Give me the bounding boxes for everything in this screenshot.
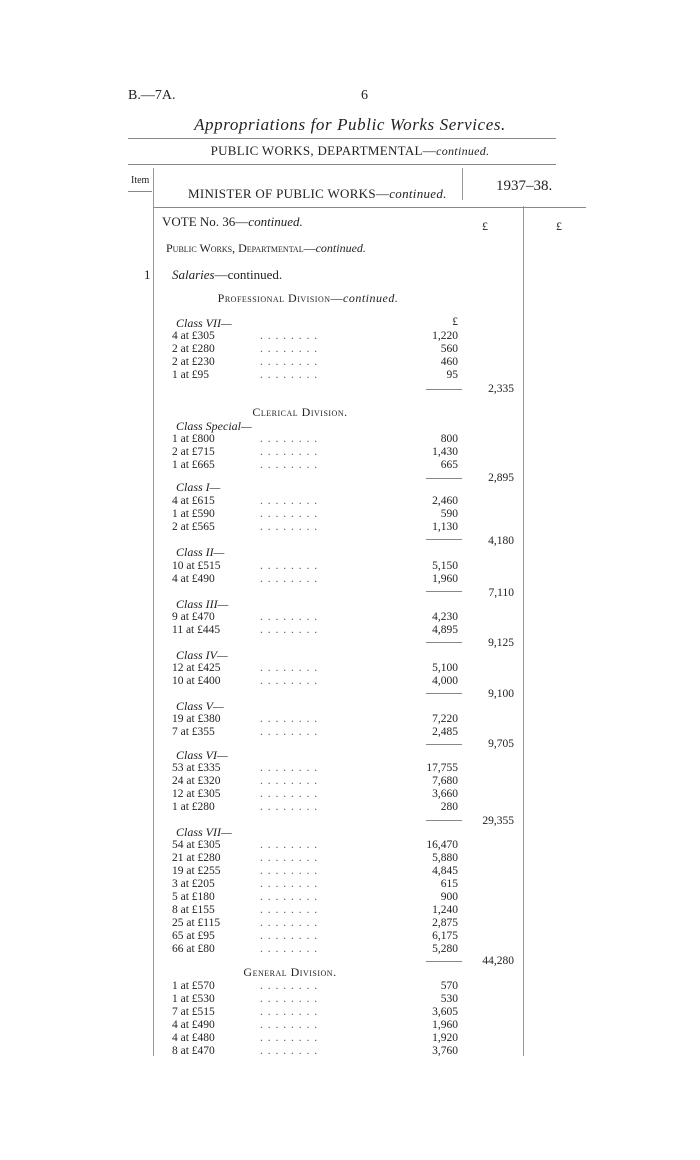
salary-quantity: 24 at £320	[172, 775, 221, 787]
salary-row	[172, 1032, 458, 1046]
subtotal-rule	[426, 539, 462, 540]
salary-row	[172, 573, 458, 587]
salary-amount: 560	[440, 343, 458, 355]
leader-dots: . . . . . . . .	[260, 775, 319, 787]
salary-amount: 570	[440, 980, 458, 992]
salary-row	[172, 1006, 458, 1020]
document-reference: B.—7A.	[128, 88, 176, 103]
leader-dots: . . . . . . . .	[260, 343, 319, 355]
class-label: Class III—	[176, 597, 229, 611]
leader-dots: . . . . . . . .	[260, 878, 319, 890]
leader-dots: . . . . . . . .	[260, 788, 319, 800]
salary-row	[172, 726, 458, 740]
salary-amount: 1,960	[432, 573, 458, 585]
salary-amount: 7,220	[432, 713, 458, 725]
salary-amount: 5,280	[432, 943, 458, 955]
leader-dots: . . . . . . . .	[260, 521, 319, 533]
salary-quantity: 9 at £470	[172, 611, 215, 623]
salary-amount: 615	[440, 878, 458, 890]
salary-quantity: 19 at £255	[172, 865, 221, 877]
salary-quantity: 4 at £305	[172, 330, 215, 342]
subtitle-continued: continued.	[436, 144, 490, 158]
salary-row	[172, 917, 458, 931]
salary-row	[172, 930, 458, 944]
salary-row	[172, 1045, 458, 1059]
salary-row	[172, 762, 458, 776]
vote-header-divider	[462, 168, 463, 200]
minister-heading	[188, 186, 447, 202]
salary-quantity: 4 at £490	[172, 573, 215, 585]
subtotal-rule	[426, 389, 462, 390]
class-label: Class VII—	[176, 825, 232, 839]
salary-amount: 4,000	[432, 675, 458, 687]
salary-row	[172, 459, 458, 473]
item-header-rule	[128, 191, 152, 192]
salary-quantity: 8 at £155	[172, 904, 215, 916]
vote-heading-main: VOTE No. 36—	[162, 214, 249, 229]
subtotal-rule	[426, 478, 462, 479]
subtotal-rule	[426, 591, 462, 592]
leader-dots: . . . . . . . .	[260, 852, 319, 864]
salary-amount: 6,175	[432, 930, 458, 942]
pound-symbol: £	[452, 316, 458, 328]
salary-row	[172, 993, 458, 1007]
class-label: Class IV—	[176, 648, 228, 662]
leader-dots: . . . . . . . .	[260, 762, 319, 774]
salary-quantity: 1 at £280	[172, 801, 215, 813]
amount-column-divider	[523, 206, 524, 1056]
leader-dots: . . . . . . . .	[260, 611, 319, 623]
salary-row	[172, 369, 458, 383]
salary-row	[172, 943, 458, 957]
salary-quantity: 2 at £230	[172, 356, 215, 368]
salary-amount: 530	[440, 993, 458, 1005]
salary-row	[172, 433, 458, 447]
salary-amount: 17,755	[426, 762, 458, 774]
leader-dots: . . . . . . . .	[260, 839, 319, 851]
class-total: 9,125	[488, 637, 514, 649]
page-number: 6	[361, 88, 368, 103]
leader-dots: . . . . . . . .	[260, 904, 319, 916]
salary-amount: 3,760	[432, 1045, 458, 1057]
salary-row	[172, 343, 458, 357]
salary-quantity: 66 at £80	[172, 943, 215, 955]
salary-amount: 1,960	[432, 1019, 458, 1031]
salary-row	[172, 904, 458, 918]
class-label: Class I—	[176, 480, 221, 494]
subtotal-rule	[426, 744, 462, 745]
salary-amount: 2,875	[432, 917, 458, 929]
vote-heading-continued: continued.	[248, 214, 303, 229]
salary-row	[172, 560, 458, 574]
salary-row	[172, 713, 458, 727]
salary-quantity: 4 at £615	[172, 495, 215, 507]
salary-quantity: 2 at £715	[172, 446, 215, 458]
salary-quantity: 25 at £115	[172, 917, 221, 929]
class-label: Class II—	[176, 545, 225, 559]
leader-dots: . . . . . . . .	[260, 1006, 319, 1018]
subtotal-rule	[426, 642, 462, 643]
leader-dots: . . . . . . . .	[260, 993, 319, 1005]
salary-quantity: 4 at £480	[172, 1032, 215, 1044]
salary-amount: 5,150	[432, 560, 458, 572]
salary-quantity: 2 at £280	[172, 343, 215, 355]
salary-quantity: 1 at £95	[172, 369, 210, 381]
vote-header-rule	[154, 207, 462, 208]
salary-row	[172, 1019, 458, 1033]
class-label: Class VI—	[176, 748, 228, 762]
leader-dots: . . . . . . . .	[260, 675, 319, 687]
class-total: 7,110	[488, 587, 514, 599]
title-rule	[128, 138, 556, 139]
salaries-heading	[172, 267, 282, 283]
salary-amount: 5,880	[432, 852, 458, 864]
leader-dots: . . . . . . . .	[260, 917, 319, 929]
salary-row	[172, 611, 458, 625]
salary-quantity: 21 at £280	[172, 852, 221, 864]
leader-dots: . . . . . . . .	[260, 801, 319, 813]
salary-quantity: 3 at £205	[172, 878, 215, 890]
salary-quantity: 1 at £530	[172, 993, 215, 1005]
class-total: 2,335	[488, 383, 514, 395]
salary-row	[172, 775, 458, 789]
salary-amount: 1,130	[432, 521, 458, 533]
salary-row	[172, 624, 458, 638]
salary-quantity: 7 at £515	[172, 1006, 215, 1018]
leader-dots: . . . . . . . .	[260, 891, 319, 903]
salary-quantity: 19 at £380	[172, 713, 221, 725]
class-total: 9,705	[488, 738, 514, 750]
leader-dots: . . . . . . . .	[260, 930, 319, 942]
salary-amount: 4,895	[432, 624, 458, 636]
salary-amount: 800	[440, 433, 458, 445]
pound-column-header-2: £	[556, 219, 562, 233]
salary-quantity: 7 at £355	[172, 726, 215, 738]
year-column-header: 1937–38.	[496, 178, 553, 194]
leader-dots: . . . . . . . .	[260, 573, 319, 585]
item-column-header: Item	[131, 175, 150, 186]
salary-amount: 4,845	[432, 865, 458, 877]
leader-dots: . . . . . . . .	[260, 980, 319, 992]
salary-row	[172, 801, 458, 815]
salary-row	[172, 330, 458, 344]
salary-amount: 3,605	[432, 1006, 458, 1018]
salary-amount: 95	[446, 369, 458, 381]
subtotal-rule	[426, 961, 462, 962]
leader-dots: . . . . . . . .	[260, 433, 319, 445]
salary-amount: 2,485	[432, 726, 458, 738]
salary-quantity: 53 at £335	[172, 762, 221, 774]
salaries-label: Salaries	[172, 267, 215, 282]
leader-dots: . . . . . . . .	[260, 943, 319, 955]
item-number: 1	[144, 267, 151, 282]
leader-dots: . . . . . . . .	[260, 726, 319, 738]
salary-amount: 460	[440, 356, 458, 368]
page-title: Appropriations for Public Works Services.	[194, 115, 506, 134]
salary-amount: 1,920	[432, 1032, 458, 1044]
leader-dots: . . . . . . . .	[260, 560, 319, 572]
salary-amount: 16,470	[426, 839, 458, 851]
class-total: 29,355	[482, 815, 514, 827]
leader-dots: . . . . . . . .	[260, 369, 319, 381]
salary-amount: 2,460	[432, 495, 458, 507]
leader-dots: . . . . . . . .	[260, 1019, 319, 1031]
salaries-continued: —continued.	[214, 267, 283, 282]
salary-quantity: 1 at £800	[172, 433, 215, 445]
subtotal-rule	[426, 693, 462, 694]
salary-amount: 665	[440, 459, 458, 471]
salary-row	[172, 852, 458, 866]
class-total: 9,100	[488, 688, 514, 700]
class-label: Class VII—	[176, 316, 232, 330]
leader-dots: . . . . . . . .	[260, 356, 319, 368]
salary-row	[172, 865, 458, 879]
salary-amount: 590	[440, 508, 458, 520]
salary-quantity: 1 at £665	[172, 459, 215, 471]
salary-quantity: 1 at £570	[172, 980, 215, 992]
professional-division-heading	[8, 291, 608, 306]
subtitle-main: PUBLIC WORKS, DEPARTMENTAL—	[210, 143, 437, 158]
professional-division-title: Professional Division—	[217, 291, 343, 305]
salary-quantity: 54 at £305	[172, 839, 221, 851]
leader-dots: . . . . . . . .	[260, 662, 319, 674]
salary-quantity: 12 at £425	[172, 662, 221, 674]
salary-quantity: 1 at £590	[172, 508, 215, 520]
salary-quantity: 2 at £565	[172, 521, 215, 533]
salary-quantity: 10 at £515	[172, 560, 221, 572]
class-label: Class Special—	[176, 419, 252, 433]
leader-dots: . . . . . . . .	[260, 1032, 319, 1044]
salary-quantity: 4 at £490	[172, 1019, 215, 1031]
salary-row	[172, 980, 458, 994]
salary-amount: 7,680	[432, 775, 458, 787]
salary-amount: 5,100	[432, 662, 458, 674]
class-label: Class V—	[176, 699, 224, 713]
salary-amount: 900	[440, 891, 458, 903]
salary-row	[172, 662, 458, 676]
salary-row	[172, 446, 458, 460]
salary-amount: 4,230	[432, 611, 458, 623]
general-division-heading: General Division.	[243, 965, 337, 979]
leader-dots: . . . . . . . .	[260, 459, 319, 471]
class-total: 4,180	[488, 535, 514, 547]
salary-row	[172, 521, 458, 535]
salary-row	[172, 788, 458, 802]
salary-row	[172, 839, 458, 853]
department-heading-main: Public Works, Departmental—	[166, 241, 316, 255]
vote-heading	[162, 214, 303, 230]
salary-quantity: 12 at £305	[172, 788, 221, 800]
leader-dots: . . . . . . . .	[260, 446, 319, 458]
salary-row	[172, 891, 458, 905]
salary-quantity: 11 at £445	[172, 624, 221, 636]
minister-heading-continued: continued.	[389, 186, 447, 201]
salary-row	[172, 495, 458, 509]
leader-dots: . . . . . . . .	[260, 865, 319, 877]
salary-row	[172, 675, 458, 689]
leader-dots: . . . . . . . .	[260, 1045, 319, 1057]
salary-amount: 1,220	[432, 330, 458, 342]
salary-amount: 1,430	[432, 446, 458, 458]
leader-dots: . . . . . . . .	[260, 508, 319, 520]
department-heading	[166, 241, 366, 256]
salary-quantity: 10 at £400	[172, 675, 221, 687]
salary-amount: 1,240	[432, 904, 458, 916]
salary-quantity: 5 at £180	[172, 891, 215, 903]
salary-row	[172, 356, 458, 370]
subtotal-rule	[426, 820, 462, 821]
subtitle-rule	[128, 164, 556, 165]
salary-row	[172, 878, 458, 892]
salary-quantity: 8 at £470	[172, 1045, 215, 1057]
leader-dots: . . . . . . . .	[260, 330, 319, 342]
professional-division-continued: continued.	[343, 291, 399, 305]
year-header-rule	[462, 207, 586, 208]
department-heading-continued: continued.	[315, 241, 366, 255]
class-total: 44,280	[482, 955, 514, 967]
salary-row	[172, 508, 458, 522]
minister-heading-main: MINISTER OF PUBLIC WORKS—	[188, 186, 390, 201]
pound-column-header-1: £	[482, 219, 488, 233]
salary-amount: 3,660	[432, 788, 458, 800]
class-total: 2,895	[488, 472, 514, 484]
page-subtitle	[0, 143, 700, 159]
salary-amount: 280	[440, 801, 458, 813]
leader-dots: . . . . . . . .	[260, 624, 319, 636]
leader-dots: . . . . . . . .	[260, 495, 319, 507]
salary-quantity: 65 at £95	[172, 930, 215, 942]
leader-dots: . . . . . . . .	[260, 713, 319, 725]
clerical-division-heading: Clerical Division.	[252, 405, 348, 419]
